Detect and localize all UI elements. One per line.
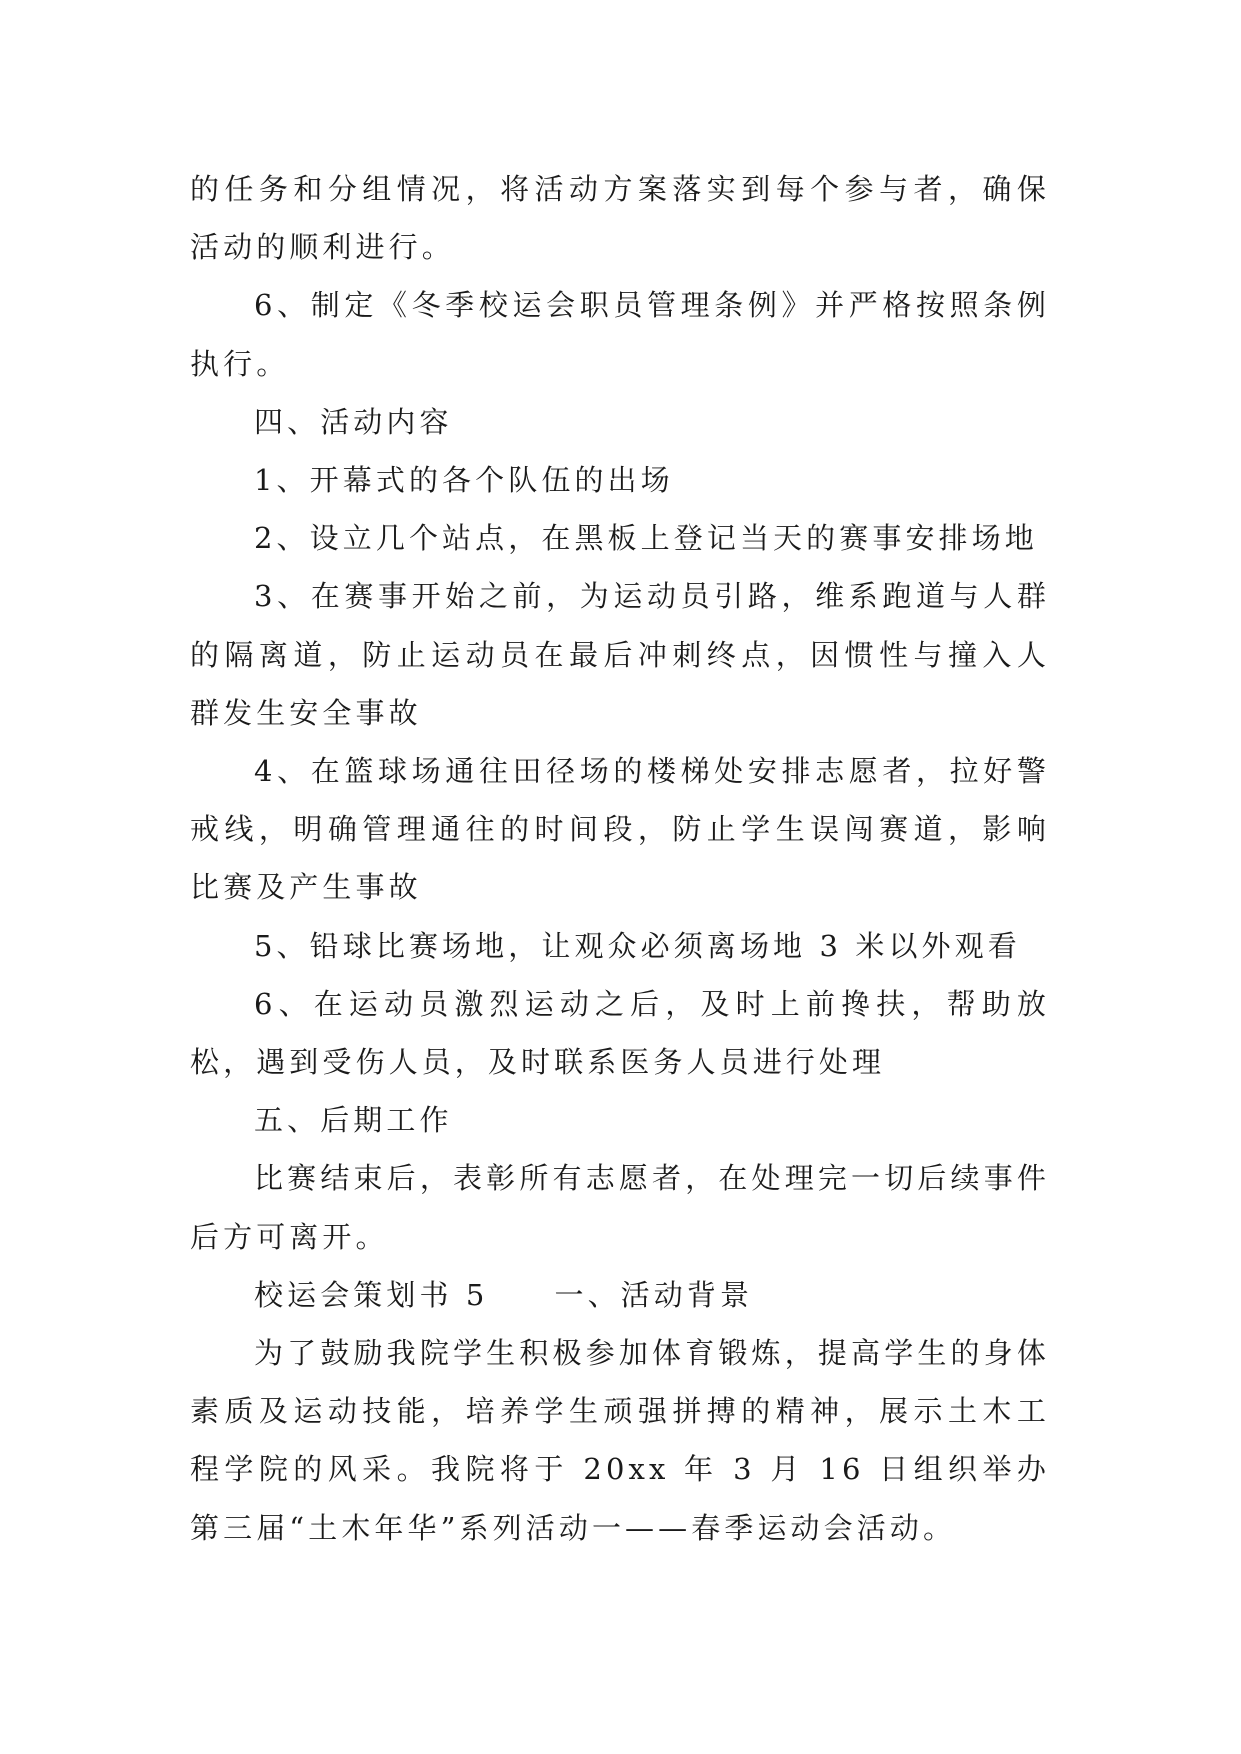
paragraph-item-5: 5、铅球比赛场地，让观众必须离场地 3 米以外观看 (254, 928, 1021, 963)
section-title: 校运会策划书 5 (254, 1277, 489, 1312)
document-body (190, 160, 1050, 1557)
paragraph-item-3: 3、在赛事开始之前，为运动员引路，维系跑道与人群的隔离道，防止运动员在最后冲刺终点，因惯性与撞入人群发生安全事故 (190, 579, 1050, 730)
paragraph-item-2: 2、设立几个站点，在黑板上登记当天的赛事安排场地 (254, 521, 1038, 556)
paragraph-item-4: 4、在篮球场通往田径场的楼梯处安排志愿者，拉好警戒线，明确管理通往的时间段，防止学生误闯赛道，影响比赛及产生事故 (190, 754, 1050, 905)
heading-activity-content: 四、活动内容 (254, 404, 453, 439)
heading-later-work: 五、后期工作 (254, 1103, 453, 1138)
paragraph-item-6: 6、在运动员激烈运动之后，及时上前搀扶，帮助放松，遇到受伤人员，及时联系医务人员进行处理 (190, 986, 1050, 1080)
paragraph-item-1: 1、开幕式的各个队伍的出场 (254, 463, 674, 498)
paragraph-later-work: 比赛结束后，表彰所有志愿者，在处理完一切后续事件后方可离开。 (190, 1161, 1050, 1254)
paragraph-background: 为了鼓励我院学生积极参加体育锻炼，提高学生的身体素质及运动技能，培养学生顽强拼搏的精神，展示土木工程学院的风采。我院将于 20xx 年 3 月 16 日组织举办第三届“土木年华”系列活动一——春季运动会活动。 (190, 1336, 1050, 1545)
paragraph-1: 的任务和分组情况，将活动方案落实到每个参与者，确保活动的顺利进行。 (190, 172, 1050, 265)
section-subtitle: 一、活动背景 (554, 1277, 754, 1312)
paragraph-2: 6、制定《冬季校运会职员管理条例》并严格按照条例执行。 (190, 288, 1050, 381)
section-heading (190, 1266, 1050, 1324)
